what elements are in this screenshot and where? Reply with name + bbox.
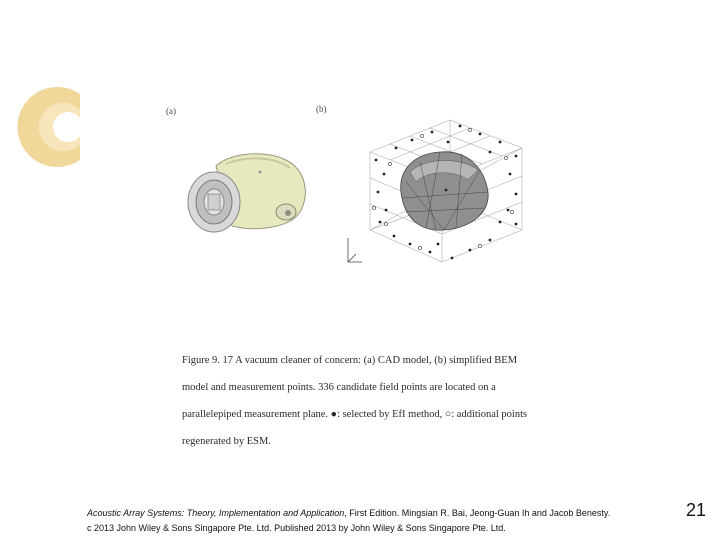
panel-b-label: (b) (316, 104, 327, 114)
book-title: Acoustic Array Systems: Theory, Implementation and Application (87, 508, 345, 518)
decorative-c-logo (0, 82, 80, 172)
copyright-line: c 2013 John Wiley & Sons Singapore Pte. Ltd. Published 2013 by John Wiley & Sons Singapore Pte. Ltd. (87, 523, 506, 533)
caption-line: Figure 9. 17 A vacuum cleaner of concern: (a) CAD model, (b) simplified BEM (182, 355, 518, 366)
figure-caption (182, 354, 542, 462)
caption-line: parallelepiped measurement plane. ●: selected by EfI method, ○: additional points (182, 409, 528, 420)
caption-line: regenerated by ESM. (182, 436, 271, 447)
page-number: 21 (686, 500, 707, 520)
caption-line: model and measurement points. 336 candidate field points are located on a (182, 382, 496, 393)
bem-mesh-image (340, 112, 532, 270)
vacuum-cleaner-cad-image (186, 146, 314, 236)
reference-details: , First Edition. Mingsian R. Bai, Jeong-Guan Ih and Jacob Benesty. (344, 508, 611, 518)
panel-a-label: (a) (166, 106, 176, 116)
source-reference (87, 506, 610, 536)
